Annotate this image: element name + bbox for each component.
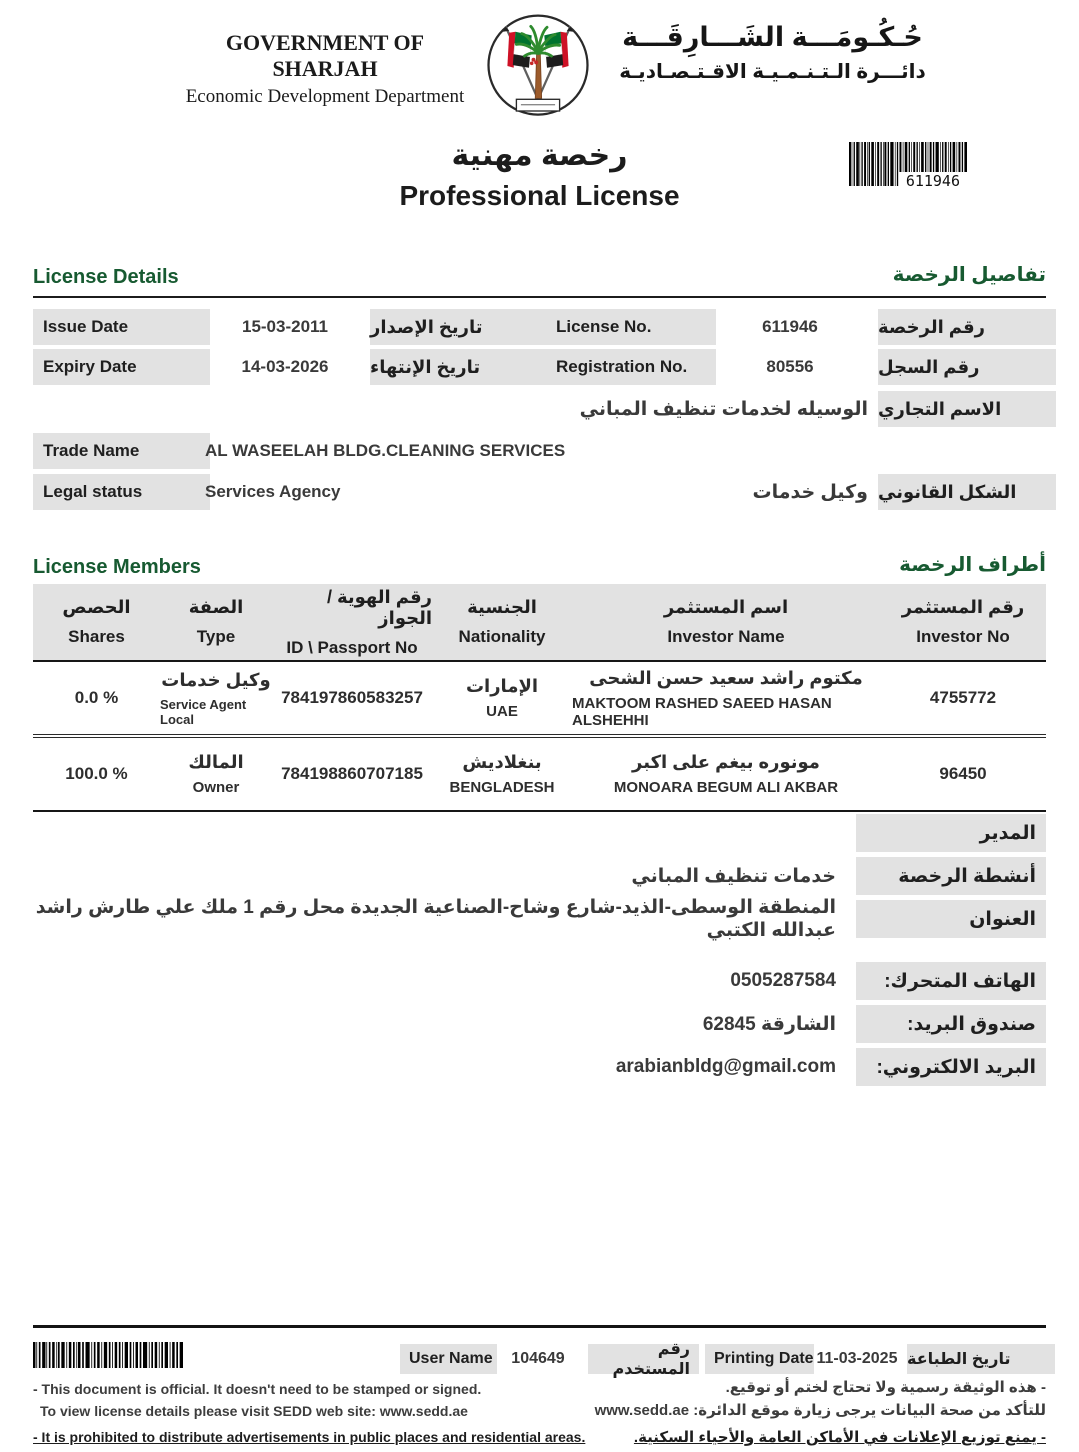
palm-tree-flags-icon (484, 12, 592, 120)
member-name: مونوره بيغم على اكبر MONOARA BEGUM ALI AKBAR (613, 752, 839, 796)
note-website-ar: للتأكد من صحة البيانات يرجى زيارة موقع الدائرة: www.sedd.ae (594, 1402, 1046, 1419)
member-shares: 0.0 % (33, 662, 160, 738)
mobile-label: الهاتف المتحرك: (856, 962, 1046, 1000)
printing-date-label-en: Printing Date (705, 1344, 814, 1374)
expiry-date-value: 14-03-2026 (241, 357, 329, 376)
legal-status-value-en: Services Agency (205, 482, 341, 501)
barcode-icon (33, 1342, 183, 1368)
user-name-label-en: User Name (400, 1344, 497, 1374)
col-shares: الحصص Shares (62, 597, 131, 646)
po-box-label: صندوق البريد: (856, 1005, 1046, 1043)
user-name-label-ar: رقم المستخدم (588, 1344, 699, 1374)
gov-subtitle-ar: دائـــرة الـتـنـمـيـة الاقـتـصـاديـة (619, 61, 926, 83)
member-row (33, 662, 1046, 738)
gov-title-en: GOVERNMENT OF SHARJAH (225, 30, 425, 81)
member-row (33, 738, 1046, 810)
member-investor-no: 4755772 (880, 662, 1046, 738)
note-website-en: To view license details please visit SEDD web site: www.sedd.ae (40, 1403, 468, 1419)
government-header-en (175, 30, 475, 108)
registration-no-label-ar: رقم السجل (878, 349, 1056, 385)
col-investor-name: اسم المستثمر Investor Name (663, 597, 789, 646)
trade-name-label-ar: الاسم التجاري (878, 391, 1056, 427)
email-label: البريد الالكتروني: (856, 1048, 1046, 1086)
government-header-ar (605, 22, 940, 84)
expiry-date-label-en: Expiry Date (33, 349, 210, 385)
address-value: المنطقة الوسطى-الذيد-شارع وشاح-الصناعية الجديدة محل رقم 1 ملك علي طارش راشد عبدالله الكتبي (35, 897, 836, 941)
issue-date-label-ar: تاريخ الإصدار (370, 309, 550, 345)
gov-subtitle-en: Economic Development Department (185, 86, 465, 107)
issue-date-value: 15-03-2011 (241, 317, 329, 336)
issue-date-label-en: Issue Date (33, 309, 210, 345)
printing-date-label-ar: تاريخ الطباعة (907, 1344, 1055, 1374)
user-name-value: 104649 (511, 1350, 565, 1367)
registration-no-value: 80556 (766, 357, 814, 376)
footer-notes-ar (576, 1376, 1046, 1449)
email-value: arabianbldg@gmail.com (615, 1056, 836, 1077)
trade-name-label-en: Trade Name (33, 433, 210, 469)
note-official-ar: - هذه الوثيقة رسمية ولا تحتاج لختم أو توقيع. (725, 1379, 1046, 1396)
license-activities-value: خدمات تنظيف المباني (631, 865, 836, 887)
license-no-label-ar: رقم الرخصة (878, 309, 1056, 345)
member-type: المالك Owner (188, 752, 244, 796)
manager-label: المدير (856, 814, 1046, 852)
member-id: 784198860707185 (281, 764, 423, 783)
po-box-value: الشارقة 62845 (702, 1013, 836, 1035)
license-barcode (849, 142, 967, 188)
member-name: مكتوم راشد سعيد حسن الشحى MAKTOOM RASHED SAEED HASAN ALSHEHHI (572, 662, 880, 738)
expiry-date-label-ar: تاريخ الإنتهاء (370, 349, 550, 385)
document-title-en: Professional License (399, 180, 680, 211)
footer-divider (33, 1325, 1046, 1328)
barcode-number: 611946 (899, 172, 967, 190)
members-table-header (33, 584, 1046, 662)
section-title-license-details-en: License Details (33, 266, 179, 288)
legal-status-value-ar: وكيل خدمات (752, 481, 868, 503)
member-investor-no: 96450 (939, 764, 987, 783)
registration-no-label-en: Registration No. (546, 349, 716, 385)
col-type: الصفة Type (188, 597, 244, 646)
document-barcode (33, 1342, 183, 1368)
member-shares: 100.0 % (65, 764, 128, 783)
mobile-value: 0505287584 (730, 970, 836, 991)
note-prohibited-ar: - يمنع توزيع الإعلانات في الأماكن العامة والأحياء السكنية. (633, 1429, 1046, 1446)
col-id-passport: رقم الهوية / الجواز ID \ Passport No (286, 586, 432, 657)
address-label: العنوان (856, 900, 1046, 938)
document-title-ar: رخصة مهنية (451, 139, 628, 172)
member-type: وكيل خدمات Service Agent Local (160, 662, 272, 738)
member-id: 784197860583257 (272, 662, 432, 738)
legal-status-label-ar: الشكل القانوني (878, 474, 1056, 510)
trade-name-ar-value: الوسيله لخدمات تنظيف المباني (579, 398, 868, 420)
section-title-license-details-ar: تفاصيل الرخصة (892, 264, 1046, 286)
gov-title-ar: حُـكُـومَـــة الشَـــارِقَـــة (622, 22, 923, 52)
license-activities-label: أنشطة الرخصة (856, 857, 1046, 895)
col-investor-no: رقم المستثمر Investor No (901, 597, 1025, 646)
note-official-en: - This document is official. It doesn't need to be stamped or signed. (33, 1381, 482, 1397)
member-nationality: بنغلاديش BENGLADESH (449, 752, 555, 796)
trade-name-en-value: AL WASEELAH BLDG.CLEANING SERVICES (205, 441, 566, 460)
printing-date-value: 11-03-2025 (816, 1350, 898, 1367)
section-title-license-members-en: License Members (33, 556, 201, 578)
member-nationality: الإمارات UAE (432, 662, 572, 738)
col-nationality: الجنسية Nationality (458, 597, 546, 646)
footer-notes-en (33, 1378, 613, 1448)
members-table (33, 584, 1046, 812)
legal-status-label-en: Legal status (33, 474, 210, 510)
license-no-label-en: License No. (546, 309, 716, 345)
section-divider (33, 296, 1046, 298)
sharjah-emblem-logo (484, 12, 592, 120)
note-prohibited-en: - It is prohibited to distribute advertisements in public places and residential areas. (33, 1429, 586, 1445)
license-no-value: 611946 (762, 317, 818, 336)
section-title-license-members-ar: أطراف الرخصة (899, 554, 1046, 576)
